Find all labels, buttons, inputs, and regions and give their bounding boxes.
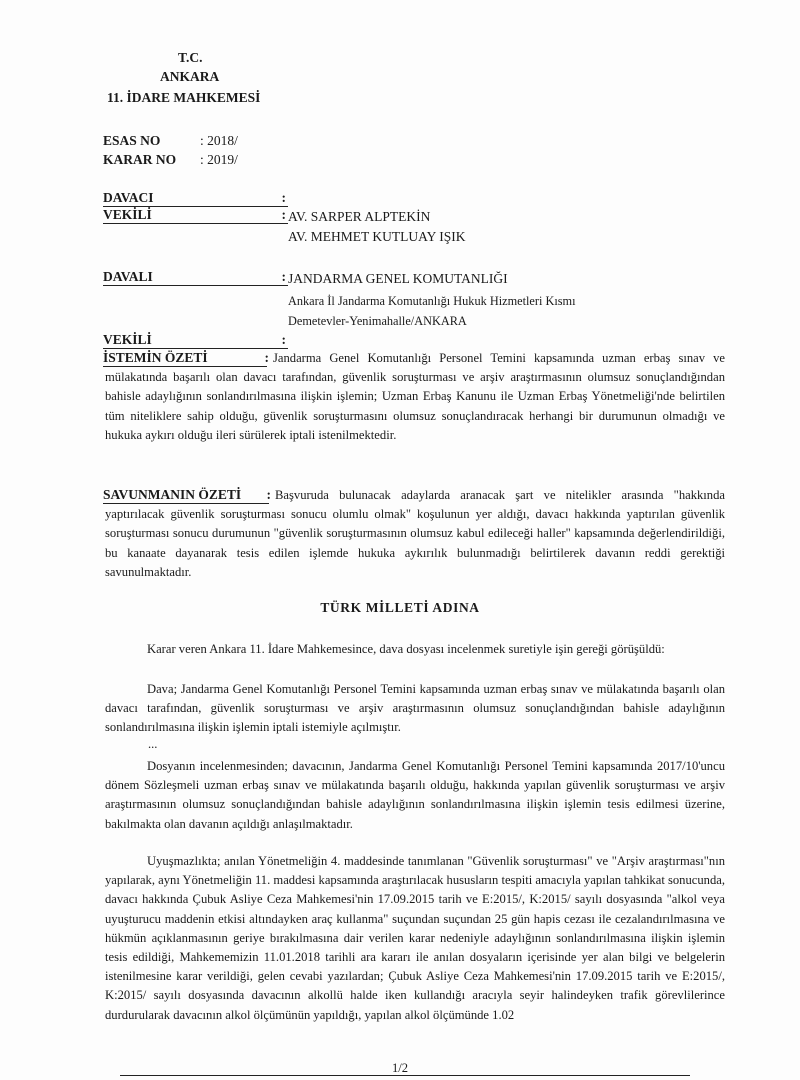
karar-value: : 2019/ [200,152,238,167]
davaci-label: DAVACI [103,190,154,205]
body-ellipsis: ... [148,737,158,751]
vekili-colon: : [281,207,286,222]
vekil-2: AV. MEHMET KUTLUAY IŞIK [288,229,466,244]
davali-colon: : [281,269,286,284]
body-paragraph-1: Karar veren Ankara 11. İdare Mahkemesince, dava dosyası incelenmek suretiyle işin gereği görüşüldü: [147,642,665,656]
body-paragraph-2: Dava; Jandarma Genel Komutanlığı Personel Temini kapsamında uzman erbaş sınav ve mülakatında başarılı olan davacı tarafından, güvenlik soruşturması ve arşiv araştırmasının olumsuz sonuçlandığından bahisle adaylığının sonlandırılmasına ilişkin işlemin iptali istemiyle açılmıştır. [105,682,725,735]
esas-label: ESAS NO [103,133,161,148]
savunma-text: Başvuruda bulunacak adaylarda aranacak şart ve nitelikler arasında "hakkında yaptırılacak güvenlik soruşturması sonucu olumlu olmak" koşulunun yer aldığı, davacı hakkında yaptırılan güvenlik soruşturması sonucu durumunun "güvenlik soruşturmasının olumsuz kabul edileceği haller" kapsamında değerlendirildiği, bu kanaate dayanarak tesis edilen işlemde hukuka aykırılık bulunmadığı belirtilerek davanın reddi gerektiği savunulmaktadır. [105,488,725,579]
vekili2-colon: : [281,332,286,347]
judgment-title: TÜRK MİLLETİ ADINA [320,600,480,615]
davali-label: DAVALI [103,269,153,284]
karar-label: KARAR NO [103,152,177,167]
vekili-row [103,207,288,224]
savunma-colon: : [266,487,271,502]
savunma-label: SAVUNMANIN ÖZETİ [103,487,242,502]
istem-text: Jandarma Genel Komutanlığı Personel Temini kapsamında uzman erbaş sınav ve mülakatında başarılı olan davacı tarafından, güvenlik soruşturması ve arşiv araştırmasının olumsuz sonuçlandığından bahisle adaylığının sonlandırılmasına ilişkin işlemin; Uzman Erbaş Kanunu ile Uzman Erbaş Yönetmeliği'nde belirtilen tüm niteliklere sahip olduğu, güvenlik soruşturmasını olumsuz sonuçlandıracak herhangi bir durumunun olmadığı ve hukuka aykırı olduğu ileri sürülerek iptali istenilmektedir. [105,351,725,442]
page-number: 1/2 [391,1061,409,1075]
istem-colon: : [264,350,269,365]
davali-name: JANDARMA GENEL KOMUTANLIĞI [288,271,508,286]
header-city: ANKARA [160,69,220,84]
body-paragraph-3: Dosyanın incelenmesinden; davacının, Jandarma Genel Komutanlığı Personel Temini kapsamında 2017/10'uncu dönem Sözleşmeli uzman erbaş sınav ve mülakatında başarılı olduğu, hakkında yapılan güvenlik soruşturması ve arşiv araştırmasının olumsuz sonuçlandığından bahisle adaylığının sonlandırılmasına ilişkin işlemin tesis edilmesi üzerine, bakılmakta olan davanın açıldığı anlaşılmaktadır. [105,759,725,831]
istem-label: İSTEMİN ÖZETİ [103,350,208,365]
davali-row [103,269,288,286]
davaci-colon: : [281,190,286,205]
footer-divider [120,1075,690,1076]
vekili2-row [103,332,288,349]
davaci-row [103,190,288,207]
vekili2-label: VEKİLİ [103,332,152,347]
davali-address-2: Demetevler-Yenimahalle/ANKARA [288,314,467,328]
vekili-label: VEKİLİ [103,207,152,222]
esas-value: : 2018/ [200,133,238,148]
header-court: 11. İDARE MAHKEMESİ [107,90,261,105]
header-tc: T.C. [178,50,203,65]
body-paragraph-4: Uyuşmazlıkta; anılan Yönetmeliğin 4. maddesinde tanımlanan "Güvenlik soruşturması" ve "Arşiv araştırması"nın yapılarak, aynı Yönetmeliğin 11. maddesi kapsamında araştırılacak hususların tespiti amacıyla yapılan tahkikat sonucunda, davacı hakkında Çubuk Asliye Ceza Mahkemesi'nin 17.09.2015 tarih ve E:2015/, K:2015/ sayılı dosyasında "alkol veya uyuşturucu maddenin etkisi altındayken araç kullanma" suçundan suçundan 25 gün hapis cezası ile cezalandırılmasına ve hükmün açıklanmasının geriye bırakılmasına dair verilen karar nedeniyle adaylığının sonlandırılmasına ilişkin işlemin tesis edildiği, Mahkememizin 11.01.2018 tarihli ara kararı ile anılan dosyaların içerisinde yer alan bilgi ve belgelerin istenilmesine karar verildiği, gelen cevabi yazılardan; Çubuk Asliye Ceza Mahkemesi'nin 17.09.2015 tarih ve E:2015/, K:2015/ sayılı dosyasında davacının alkollü halde iken kullandığı aracıyla seyir halindeyken trafik görevlilerince durdurularak davacının alkol ölçümünün yapıldığı, yapılan alkol ölçümünde 1.02 [105,854,725,1022]
vekil-1: AV. SARPER ALPTEKİN [288,209,431,224]
davali-address-1: Ankara İl Jandarma Komutanlığı Hukuk Hizmetleri Kısmı [288,294,576,308]
